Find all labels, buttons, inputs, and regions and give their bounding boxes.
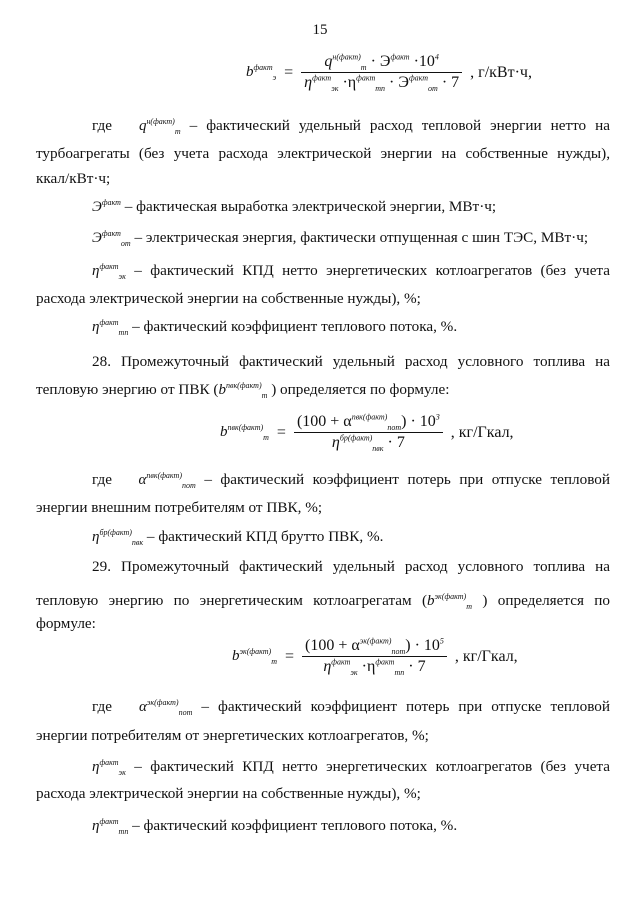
def-eta-tp: $\eta^{факт}_{тп}$ – фактический коэффициент теплового потока, %.	[92, 318, 458, 337]
para-29-line3: формуле:	[36, 615, 96, 632]
def-alpha-ek-line1: где $\alpha^{эк(факт)}_{пот}$ – фактический коэффициент потерь при отпуске тепловой	[92, 698, 611, 717]
formula-3-numerator: $(100 + \alpha^{эк(факт)}_{пот}) \cdot 10^5$	[302, 636, 447, 657]
def-eta-ek2-line1: $\eta^{факт}_{эк}$ – фактический КПД нетто энергетических котлоагрегатов (без учета	[92, 758, 610, 777]
def-alpha-ek-line2: энергии потребителям от энергетических котлоагрегатов, %;	[36, 727, 429, 744]
formula-b-ek: $b^{эк(факт)}_т$ = $\frac{(100 + \alpha^{эк(факт)}_{пот}) \cdot 10^5}{\eta^{факт}_{эк} \cdot\eta^{факт}_{тп} \cdot 7}$ , кг/Гкал,	[232, 636, 518, 678]
formula-1-lhs: b	[246, 64, 254, 80]
def-eta-tp2: $\eta^{факт}_{тп}$ – фактический коэффициент теплового потока, %.	[92, 817, 458, 836]
def-alpha-pvk-line2: энергии внешним потребителям от ПВК, %;	[36, 499, 323, 516]
page-number: 15	[312, 22, 328, 38]
def-eta-pvk: $\eta^{бр(факт)}_{пвк}$ – фактический КПД брутто ПВК, %.	[92, 528, 384, 547]
symbol-q: $q^{н(факт)}_т$	[138, 117, 181, 136]
para-28-line2: тепловую энергию от ПВК ($b^{пвк(факт)}_т$ ) определяется по формуле:	[36, 381, 450, 400]
formula-3-fraction	[302, 636, 447, 677]
formula-3-denominator: $\eta^{факт}_{эк} \cdot\eta^{факт}_{тп} \cdot 7$	[323, 657, 426, 678]
formula-b-e-fact: $b^{факт}_э$ = $\frac{q^{н(факт)}_т \cdot Э^{факт} \cdot 10^4}{\eta^{факт}_{эк} \cdot\eta^{факт}_{тп} \cdot Э^{факт}_{от} \cdot 7}$ , г/кВт·ч,	[246, 52, 532, 94]
formula-1-numerator: $q^{н(факт)}_т \cdot Э^{факт} \cdot 10^4$	[301, 52, 462, 73]
para-29-line2: тепловую энергию по энергетическим котлоагрегатам ($b^{эк(факт)}_т$ ) определяется по	[36, 592, 610, 611]
formula-1-fraction	[301, 52, 462, 93]
def-e-ot: $Э^{факт}_{от}$ – электрическая энергия, фактически отпущенная с шин ТЭС, МВт·ч;	[92, 229, 589, 248]
def-e-fact: $Э^{факт}$ – фактическая выработка электрической энергии, МВт·ч;	[92, 198, 497, 215]
para-29-line1: 29. Промежуточный фактический удельный расход условного топлива на	[92, 558, 610, 575]
def-eta-ek2-line2: расхода электрической энергии на собственные нужды), %;	[36, 785, 421, 802]
def-eta-ek-line2: расхода электрической энергии на собственные нужды), %;	[36, 290, 421, 307]
formula-2-numerator: $(100 + \alpha^{пвк(факт)}_{пот}) \cdot 10^3$	[294, 412, 443, 433]
def-q-line3: ккал/кВт·ч;	[36, 170, 111, 187]
formula-2-unit: , кг/Гкал,	[450, 423, 514, 441]
formula-1-unit: , г/кВт·ч,	[470, 63, 532, 81]
formula-2-denominator: $\eta^{бр(факт)}_{пвк} \cdot 7$	[331, 433, 405, 454]
def-q-line2: турбоагрегаты (без учета расхода электрической энергии на собственные нужды),	[36, 145, 610, 162]
formula-b-pvk: $b^{пвк(факт)}_т$ = $\frac{(100 + \alpha^{пвк(факт)}_{пот}) \cdot 10^3}{\eta^{бр(факт)}_{пвк} \cdot 7}$ , кг/Гкал,	[220, 412, 514, 454]
def-q-line1: где $q^{н(факт)}_т$ – фактический удельный расход тепловой энергии нетто на	[92, 117, 611, 136]
formula-2-fraction	[294, 412, 443, 453]
formula-3-unit: , кг/Гкал,	[454, 647, 518, 665]
def-eta-ek-line1: $\eta^{факт}_{эк}$ – фактический КПД нетто энергетических котлоагрегатов (без учета	[92, 262, 610, 281]
para-28-line1: 28. Промежуточный фактический удельный расход условного топлива на	[92, 353, 610, 370]
formula-1-denominator: $\eta^{факт}_{эк} \cdot\eta^{факт}_{тп} \cdot Э^{факт}_{от} \cdot 7$	[304, 73, 460, 94]
def-alpha-pvk-line1: где $\alpha^{пвк(факт)}_{пот}$ – фактический коэффициент потерь при отпуске тепловой	[92, 471, 610, 490]
